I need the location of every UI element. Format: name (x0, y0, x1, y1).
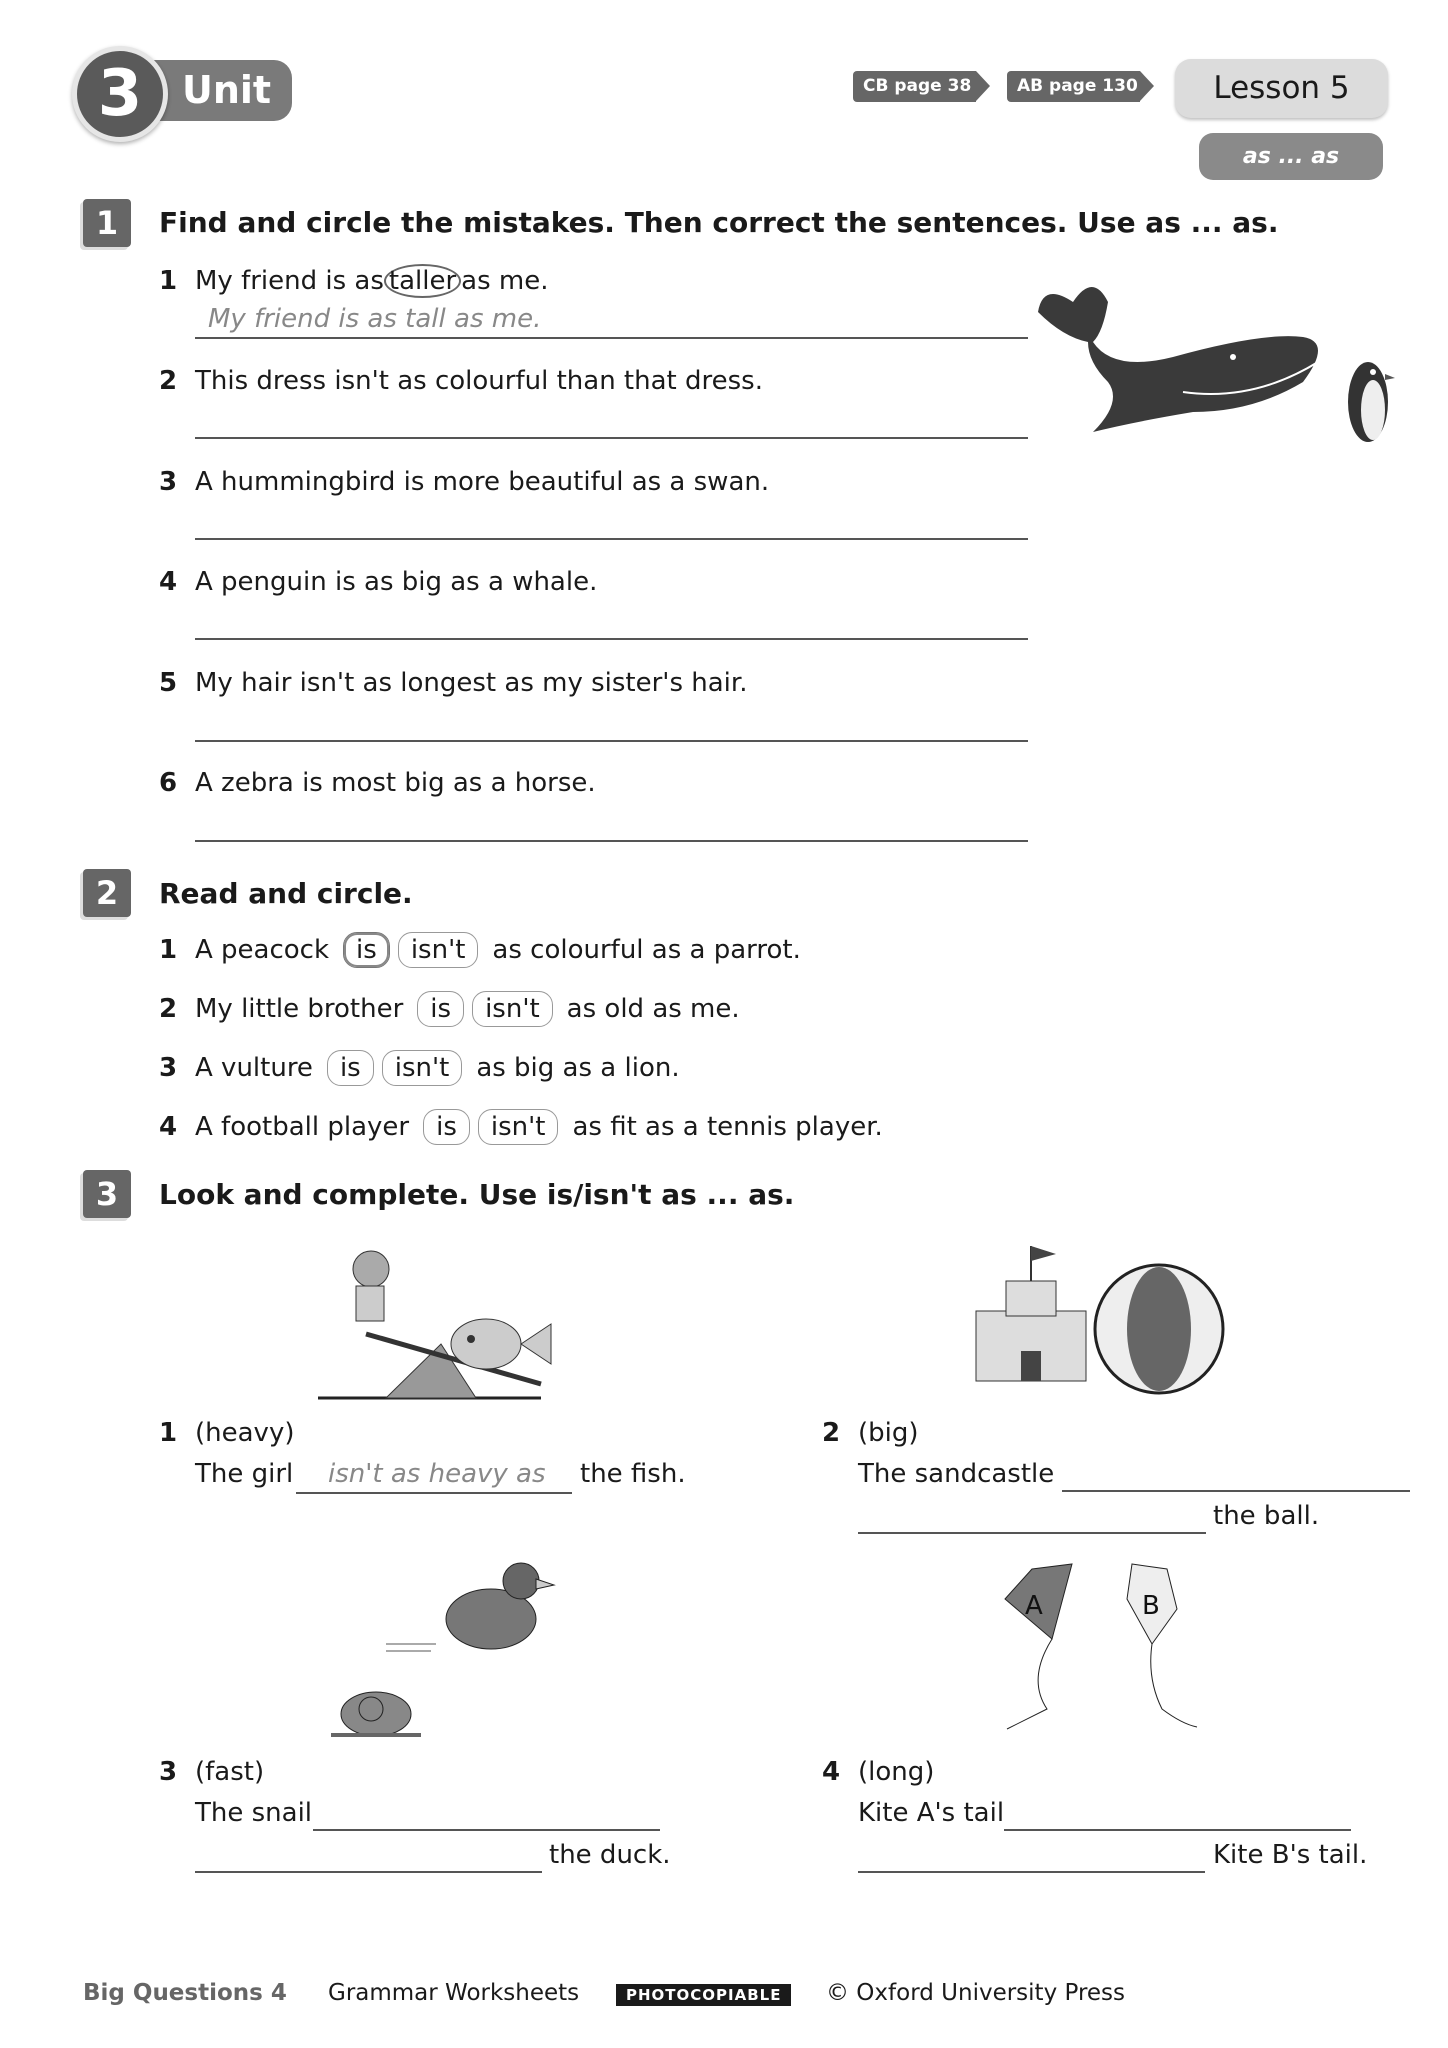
item-sentence (195, 266, 549, 296)
item-end: the ball. (1213, 1501, 1320, 1531)
duck-snail-illustration (326, 1559, 556, 1741)
answer-line[interactable] (1062, 1490, 1410, 1492)
section-2-number: 2 (83, 869, 131, 917)
item-sentence: My hair isn't as longest as my sister's hair. (195, 668, 748, 698)
circle-item (159, 932, 801, 968)
lesson-label: Lesson 5 (1175, 59, 1388, 118)
kite-a-icon (1005, 1564, 1072, 1729)
item-subject: A vulture (195, 1053, 313, 1083)
answer-line[interactable] (195, 538, 1028, 540)
whale-penguin-illustration (1033, 262, 1403, 462)
answer-line[interactable] (195, 740, 1028, 742)
item-sentence: This dress isn't as colourful than that dress. (195, 366, 763, 396)
answer-line[interactable] (195, 638, 1028, 640)
sentence-end: as me. (461, 266, 549, 296)
option-isnt[interactable]: isn't (398, 932, 479, 968)
item-number: 3 (159, 467, 178, 497)
item-end: the duck. (549, 1840, 671, 1870)
item-adjective: (heavy) (195, 1418, 295, 1448)
item-rest: as old as me. (566, 994, 740, 1024)
section-3-title: Look and complete. Use is/isn't as ... as. (159, 1178, 795, 1211)
answer-line[interactable] (858, 1871, 1205, 1873)
cb-page-tag: CB page 38 (853, 71, 976, 102)
item-number: 1 (159, 266, 178, 296)
topic-label: as ... as (1199, 133, 1383, 180)
penguin-icon (1348, 362, 1395, 442)
item-subject: My little brother (195, 994, 404, 1024)
item-adjective: (fast) (195, 1757, 265, 1787)
item-adjective: (long) (858, 1757, 935, 1787)
item-start: The sandcastle (858, 1459, 1055, 1489)
answer-line[interactable] (1004, 1829, 1351, 1831)
circled-mistake: taller (384, 264, 461, 298)
sandcastle-icon (976, 1246, 1086, 1381)
item-rest: as big as a lion. (476, 1053, 680, 1083)
item-adjective: (big) (858, 1418, 919, 1448)
item-rest: as colourful as a parrot. (492, 935, 801, 965)
answer-line[interactable] (195, 437, 1028, 439)
item-number: 2 (159, 366, 178, 396)
footer-book: Grammar Worksheets (328, 1980, 580, 2006)
circle-item (159, 991, 740, 1027)
answer-line[interactable] (313, 1829, 660, 1831)
answer-line[interactable] (195, 840, 1028, 842)
sandcastle-ball-illustration (971, 1241, 1226, 1396)
item-start: The girl (195, 1459, 294, 1489)
section-1-number: 1 (83, 199, 131, 247)
snail-icon (331, 1692, 421, 1736)
unit-label: Unit (140, 60, 292, 121)
option-is[interactable]: is (423, 1109, 470, 1145)
ab-page-tag: AB page 130 (1007, 71, 1140, 102)
item-rest: as fit as a tennis player. (572, 1112, 883, 1142)
circle-item (159, 1109, 883, 1145)
item-subject: A football player (195, 1112, 410, 1142)
kite-b-icon (1127, 1564, 1197, 1727)
section-2-title: Read and circle. (159, 877, 413, 910)
item-subject: A peacock (195, 935, 330, 965)
item-start: The snail (195, 1798, 313, 1828)
item-number: 6 (159, 768, 178, 798)
svg-text:A: A (1025, 1591, 1043, 1621)
option-isnt[interactable]: isn't (382, 1050, 463, 1086)
duck-icon (386, 1563, 554, 1651)
whale-icon (1038, 287, 1318, 432)
answer-line[interactable] (858, 1532, 1206, 1534)
answer-line[interactable] (195, 1871, 542, 1873)
item-number: 3 (159, 1053, 178, 1083)
answer-line[interactable] (195, 337, 1028, 339)
answer-line[interactable] (296, 1492, 572, 1494)
item-end: Kite B's tail. (1213, 1840, 1368, 1870)
item-start: Kite A's tail (858, 1798, 1005, 1828)
item-number: 1 (159, 1418, 178, 1448)
option-isnt[interactable]: isn't (472, 991, 553, 1027)
item-number: 4 (159, 1112, 178, 1142)
option-is[interactable]: is (417, 991, 464, 1027)
item-number: 4 (159, 567, 178, 597)
item-number: 5 (159, 668, 178, 698)
option-isnt[interactable]: isn't (478, 1109, 559, 1145)
option-is[interactable]: is (327, 1050, 374, 1086)
item-sentence: A hummingbird is more beautiful as a swan. (195, 467, 770, 497)
section-1-title: Find and circle the mistakes. Then correct the sentences. Use as ... as. (159, 206, 1279, 239)
fish-icon (451, 1319, 551, 1369)
svg-text:B: B (1142, 1591, 1160, 1621)
footer-copyright: © Oxford University Press (826, 1980, 1126, 2006)
photocopiable-badge: PHOTOCOPIABLE (616, 1984, 791, 2006)
item-number: 2 (822, 1418, 841, 1448)
item-number: 4 (822, 1757, 841, 1787)
answer-text: My friend is as tall as me. (208, 304, 542, 334)
footer-series: Big Questions 4 (83, 1980, 287, 2006)
circle-item (159, 1050, 680, 1086)
item-number: 2 (159, 994, 178, 1024)
item-number: 1 (159, 935, 178, 965)
girl-icon (353, 1251, 389, 1321)
item-number: 3 (159, 1757, 178, 1787)
section-3-number: 3 (83, 1170, 131, 1218)
unit-number-badge: 3 (72, 46, 168, 142)
item-end: the fish. (580, 1459, 686, 1489)
option-is-selected[interactable]: is (343, 932, 390, 968)
answer-text: isn't as heavy as (328, 1459, 546, 1489)
ball-icon (1095, 1265, 1223, 1393)
girl-fish-seesaw-illustration (316, 1244, 561, 1402)
sentence-start: My friend is as (195, 266, 384, 296)
item-sentence: A penguin is as big as a whale. (195, 567, 598, 597)
item-sentence: A zebra is most big as a horse. (195, 768, 596, 798)
kites-illustration (987, 1559, 1219, 1741)
